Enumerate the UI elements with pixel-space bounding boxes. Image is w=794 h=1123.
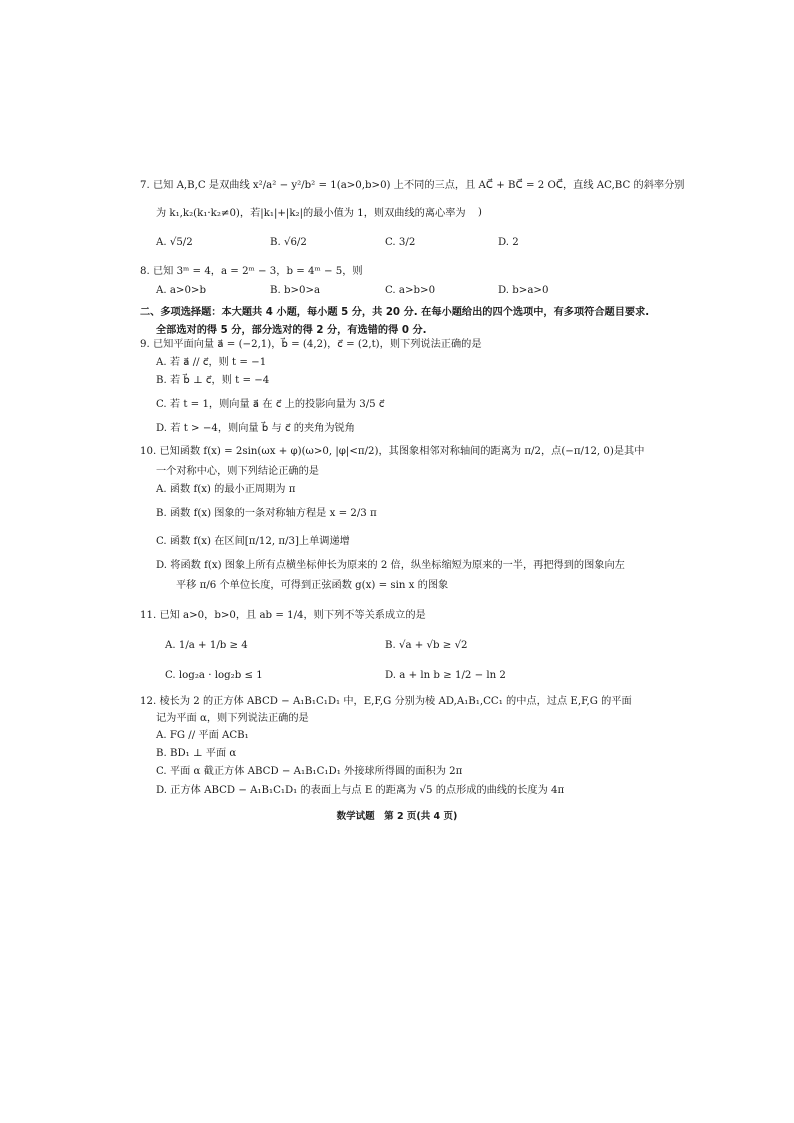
q10-option-d-line2: 平移 π/6 个单位长度，可得到正弦函数 g(x) = sin x 的图象 [176, 580, 449, 591]
section-2-header-line2: 全部选对的得 5 分，部分选对的得 2 分，有选错的得 0 分. [156, 325, 427, 336]
section-2-header-line1: 二、多项选择题：本大题共 4 小题，每小题 5 分，共 20 分. 在每小题给出的四个选项中，有多项符合题目要求. [140, 307, 650, 318]
q12-option-a: A. FG // 平面 ACB₁ [156, 730, 249, 741]
question-10-stem-line2: 一个对称中心，则下列结论正确的是 [156, 466, 319, 477]
question-7-stem-line1: 7. 已知 A,B,C 是双曲线 x²/a² − y²/b² = 1(a>0,b>0) 上不同的三点，且 AC⃗ + BC⃗ = 2 OC⃗，直线 AC,BC 的斜率分别 [140, 180, 685, 191]
q10-option-c: C. 函数 f(x) 在区间[π/12, π/3]上单调递增 [156, 536, 350, 547]
q12-option-b: B. BD₁ ⊥ 平面 α [156, 748, 237, 759]
q7-option-b: B. √6/2 [270, 237, 307, 248]
q8-option-d: D. b>a>0 [498, 285, 549, 296]
question-7-stem-line2: 为 k₁,k₂(k₁·k₂≠0)，若|k₁|+|k₂|的最小值为 1，则双曲线的离心率为 [156, 208, 466, 219]
q7-option-c: C. 3/2 [385, 237, 416, 248]
q7-option-d: D. 2 [498, 237, 519, 248]
stray-mark: ) [478, 207, 482, 218]
q11-option-d: D. a + ln b ≥ 1/2 − ln 2 [385, 670, 506, 681]
q8-option-b: B. b>0>a [270, 285, 321, 296]
question-9-stem: 9. 已知平面向量 a⃗ = (−2,1)，b⃗ = (4,2)，c⃗ = (2,t)，则下列说法正确的是 [140, 339, 482, 350]
q8-option-c: C. a>b>0 [385, 285, 436, 296]
question-12-stem-line2: 记为平面 α，则下列说法正确的是 [156, 713, 309, 724]
q8-option-a: A. a>0>b [156, 285, 206, 296]
q9-option-c: C. 若 t = 1，则向量 a⃗ 在 c⃗ 上的投影向量为 3/5 c⃗ [156, 399, 385, 410]
question-12-stem-line1: 12. 棱长为 2 的正方体 ABCD − A₁B₁C₁D₁ 中，E,F,G 分别为棱 AD,A₁B₁,CC₁ 的中点，过点 E,F,G 的平面 [140, 696, 632, 707]
q11-option-b: B. √a + √b ≥ √2 [385, 640, 468, 651]
question-8-stem: 8. 已知 3ᵐ = 4，a = 2ᵐ − 3，b = 4ᵐ − 5，则 [140, 266, 363, 277]
question-11-stem: 11. 已知 a>0，b>0，且 ab = 1/4，则下列不等关系成立的是 [140, 610, 426, 621]
q12-option-d: D. 正方体 ABCD − A₁B₁C₁D₁ 的表面上与点 E 的距离为 √5 的点形成的曲线的长度为 4π [156, 785, 565, 796]
q10-option-a: A. 函数 f(x) 的最小正周期为 π [156, 484, 296, 495]
page-footer: 数学试题 第 2 页(共 4 页) [336, 811, 458, 822]
q9-option-a: A. 若 a⃗ // c⃗，则 t = −1 [156, 357, 267, 368]
q10-option-d-line1: D. 将函数 f(x) 图象上所有点横坐标伸长为原来的 2 倍，纵坐标缩短为原来的一半，再把得到的图象向左 [156, 560, 625, 571]
q12-option-c: C. 平面 α 截正方体 ABCD − A₁B₁C₁D₁ 外接球所得圆的面积为 2π [156, 766, 463, 777]
q9-option-b: B. 若 b⃗ ⊥ c⃗，则 t = −4 [156, 375, 270, 386]
q9-option-d: D. 若 t > −4，则向量 b⃗ 与 c⃗ 的夹角为锐角 [156, 423, 355, 434]
q11-option-a: A. 1/a + 1/b ≥ 4 [165, 640, 248, 651]
q10-option-b: B. 函数 f(x) 图象的一条对称轴方程是 x = 2/3 π [156, 508, 377, 519]
question-10-stem-line1: 10. 已知函数 f(x) = 2sin(ωx + φ)(ω>0, |φ|<π/2)，其图象相邻对称轴间的距离为 π/2，点(−π/12, 0)是其中 [140, 446, 645, 457]
q11-option-c: C. log₂a · log₂b ≤ 1 [165, 670, 263, 681]
q7-option-a: A. √5/2 [156, 237, 193, 248]
